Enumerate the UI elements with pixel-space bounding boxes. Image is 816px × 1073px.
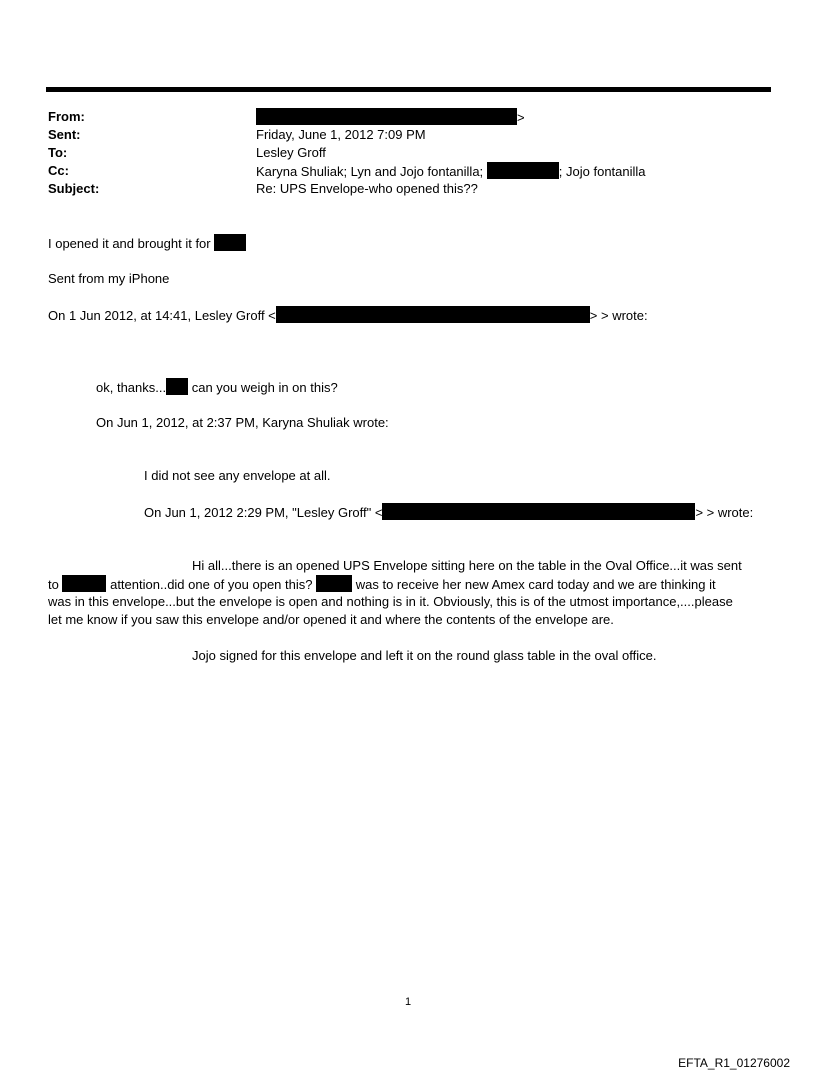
redaction-block bbox=[382, 503, 695, 520]
from-value: > bbox=[256, 108, 525, 127]
subject-value: Re: UPS Envelope-who opened this?? bbox=[256, 181, 478, 196]
sent-value: Friday, June 1, 2012 7:09 PM bbox=[256, 127, 426, 142]
sent-label: Sent: bbox=[48, 127, 81, 142]
quoted-reply-3: I did not see any envelope at all. bbox=[144, 468, 331, 483]
original-message-line4: let me know if you saw this envelope and/or opened it and where the contents of the envelope are. bbox=[48, 612, 614, 627]
cc-label: Cc: bbox=[48, 163, 69, 178]
page-number: 1 bbox=[404, 996, 412, 1008]
reply-line: I opened it and brought it for bbox=[48, 234, 246, 253]
signature-line: Sent from my iPhone bbox=[48, 271, 170, 286]
original-message-line1: Hi all...there is an opened UPS Envelope sitting here on the table in the Oval Office...it was sent bbox=[192, 558, 742, 573]
redaction-block bbox=[62, 575, 106, 592]
quoted-reply-2: ok, thanks... can you weigh in on this? bbox=[96, 380, 338, 395]
redaction-block bbox=[256, 108, 517, 125]
quote-header-3: On Jun 1, 2012 2:29 PM, "Lesley Groff" < > > wrote: bbox=[144, 505, 754, 520]
redaction-block bbox=[316, 575, 352, 592]
quote-header-1: On 1 Jun 2012, at 14:41, Lesley Groff < > > wrote: bbox=[48, 308, 648, 323]
original-message-para2: Jojo signed for this envelope and left it on the round glass table in the oval office. bbox=[192, 648, 657, 663]
from-label: From: bbox=[48, 109, 85, 124]
original-message-line2: to attention..did one of you open this? was to receive her new Amex card today and we are thinking it bbox=[48, 577, 716, 592]
to-label: To: bbox=[48, 145, 68, 160]
header-rule bbox=[46, 87, 771, 92]
original-message-line3: was in this envelope...but the envelope is open and nothing is in it. Obviously, this is of the utmost importance,....please bbox=[48, 594, 733, 609]
subject-label: Subject: bbox=[48, 181, 100, 196]
redaction-block bbox=[276, 306, 590, 323]
quote-header-2: On Jun 1, 2012, at 2:37 PM, Karyna Shuliak wrote: bbox=[96, 415, 389, 430]
redaction-block bbox=[487, 162, 559, 179]
redaction-block bbox=[166, 378, 188, 395]
document-id: EFTA_R1_01276002 bbox=[678, 1056, 790, 1070]
cc-value: Karyna Shuliak; Lyn and Jojo fontanilla; ; Jojo fontanilla bbox=[256, 164, 646, 179]
to-value: Lesley Groff bbox=[256, 145, 326, 160]
redaction-block bbox=[214, 234, 246, 251]
